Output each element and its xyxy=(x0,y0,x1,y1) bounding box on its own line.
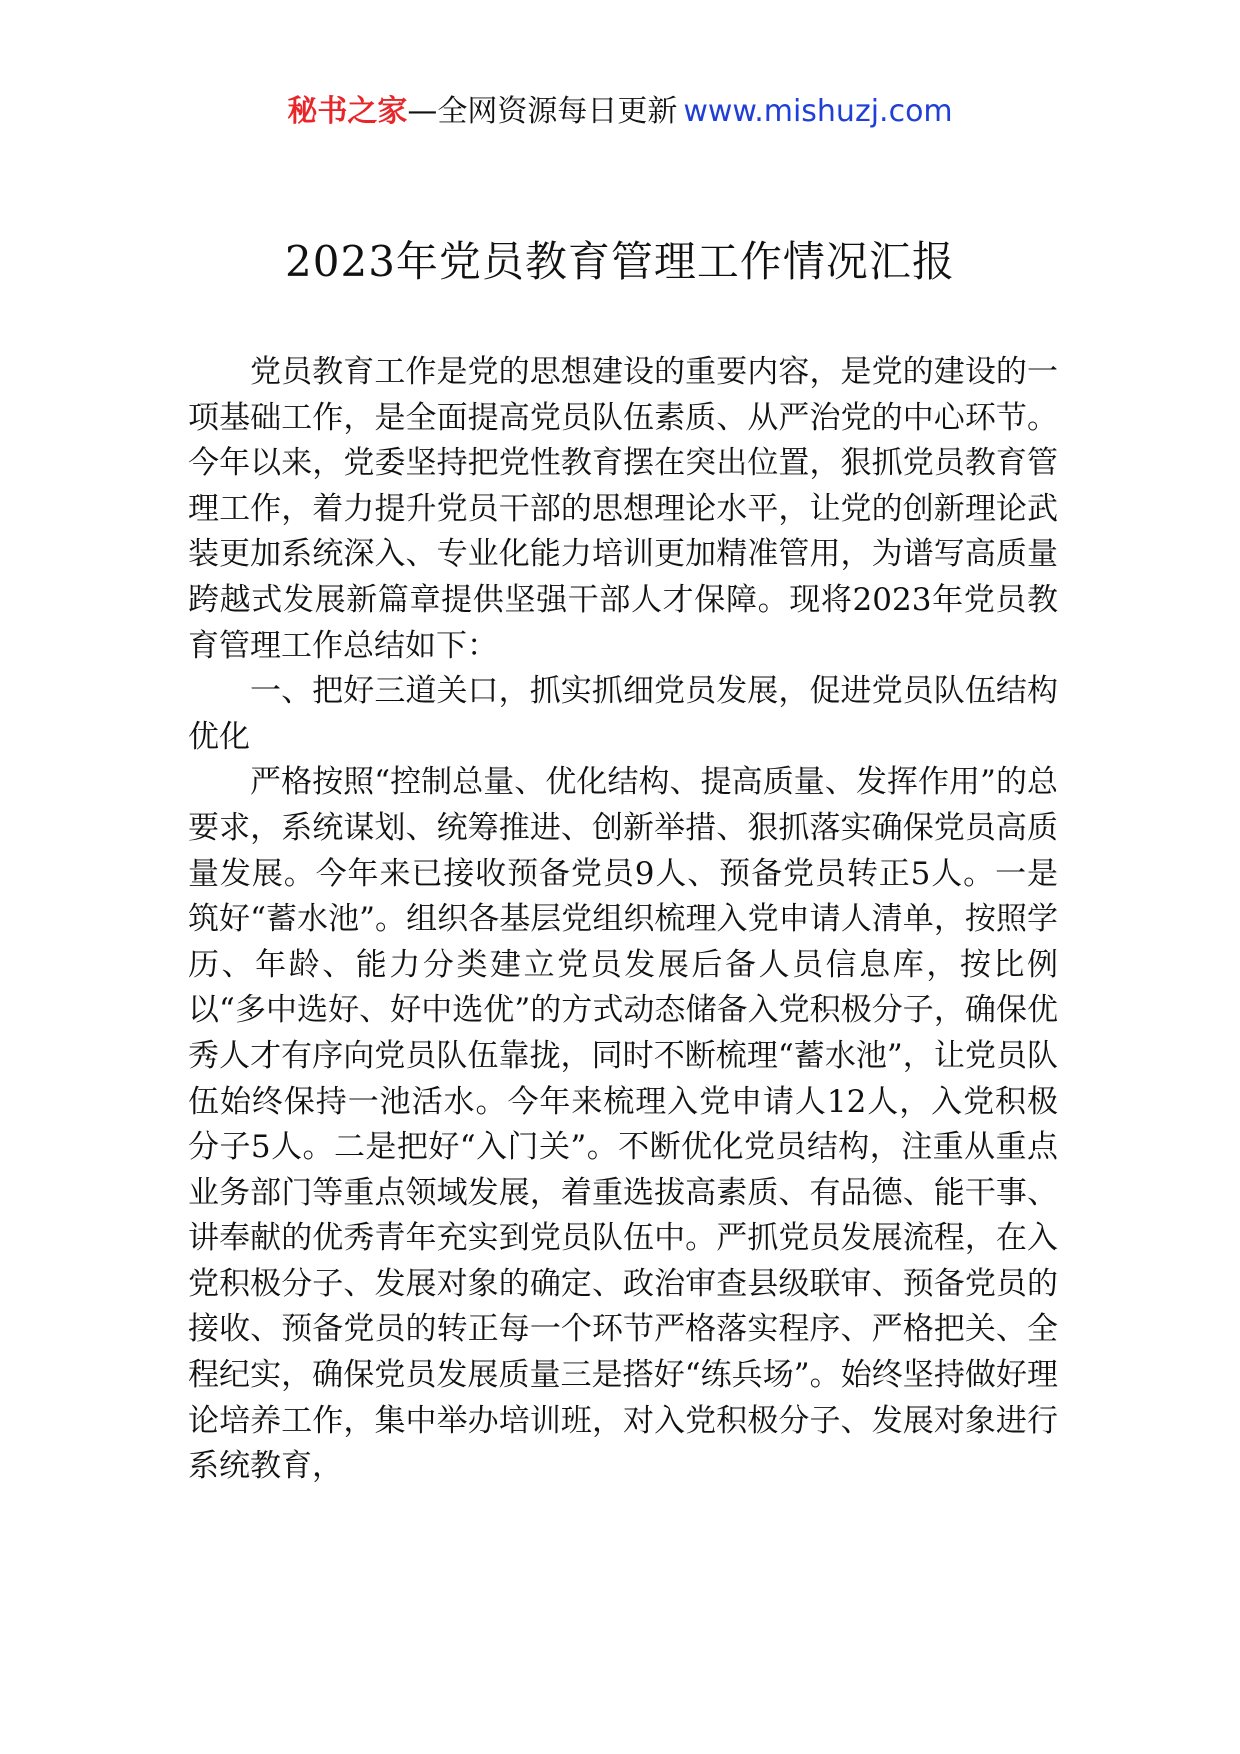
intro-paragraph: 党员教育工作是党的思想建设的重要内容，是党的建设的一项基础工作，是全面提高党员队伍素质、从严治党的中心环节。今年以来，党委坚持把党性教育摆在突出位置，狠抓党员教育管理工作，着力提升党员干部的思想理论水平，让党的创新理论武装更加系统深入、专业化能力培训更加精准管用，为谱写高质量跨越式发展新篇章提供坚强干部人才保障。现将2023年党员教育管理工作总结如下： xyxy=(188,354,1058,664)
document-title: 2023年党员教育管理工作情况汇报 xyxy=(285,237,955,286)
document-body xyxy=(188,350,1058,1490)
site-header xyxy=(0,92,1240,132)
site-url[interactable]: www.mishuzj.com xyxy=(683,94,953,129)
site-tagline: —全网资源每日更新 xyxy=(407,94,678,129)
section-heading: 一、把好三道关口，抓实抓细党员发展，促进党员队伍结构优化 xyxy=(188,673,1058,755)
section-paragraph: 严格按照“控制总量、优化结构、提高质量、发挥作用”的总要求，系统谋划、统筹推进、创新举措、狠抓落实确保党员高质量发展。今年来已接收预备党员9人、预备党员转正5人。一是筑好“蓄水池”。组织各基层党组织梳理入党申请人清单，按照学历、年龄、能力分类建立党员发展后备人员信息库，按比例以“多中选好、好中选优”的方式动态储备入党积极分子，确保优秀人才有序向党员队伍靠拢，同时不断梳理“蓄水池”，让党员队伍始终保持一池活水。今年来梳理入党申请人12人，入党积极分子5人。二是把好“入门关”。不断优化党员结构，注重从重点业务部门等重点领域发展，着重选拔高素质、有品德、能干事、讲奉献的优秀青年充实到党员队伍中。严抓党员发展流程，在入党积极分子、发展对象的确定、政治审查县级联审、预备党员的接收、预备党员的转正每一个环节严格落实程序、严格把关、全程纪实，确保党员发展质量三是搭好“练兵场”。始终坚持做好理论培养工作，集中举办培训班，对入党积极分子、发展对象进行系统教育， xyxy=(188,764,1058,1485)
site-brand: 秘书之家 xyxy=(287,94,408,129)
